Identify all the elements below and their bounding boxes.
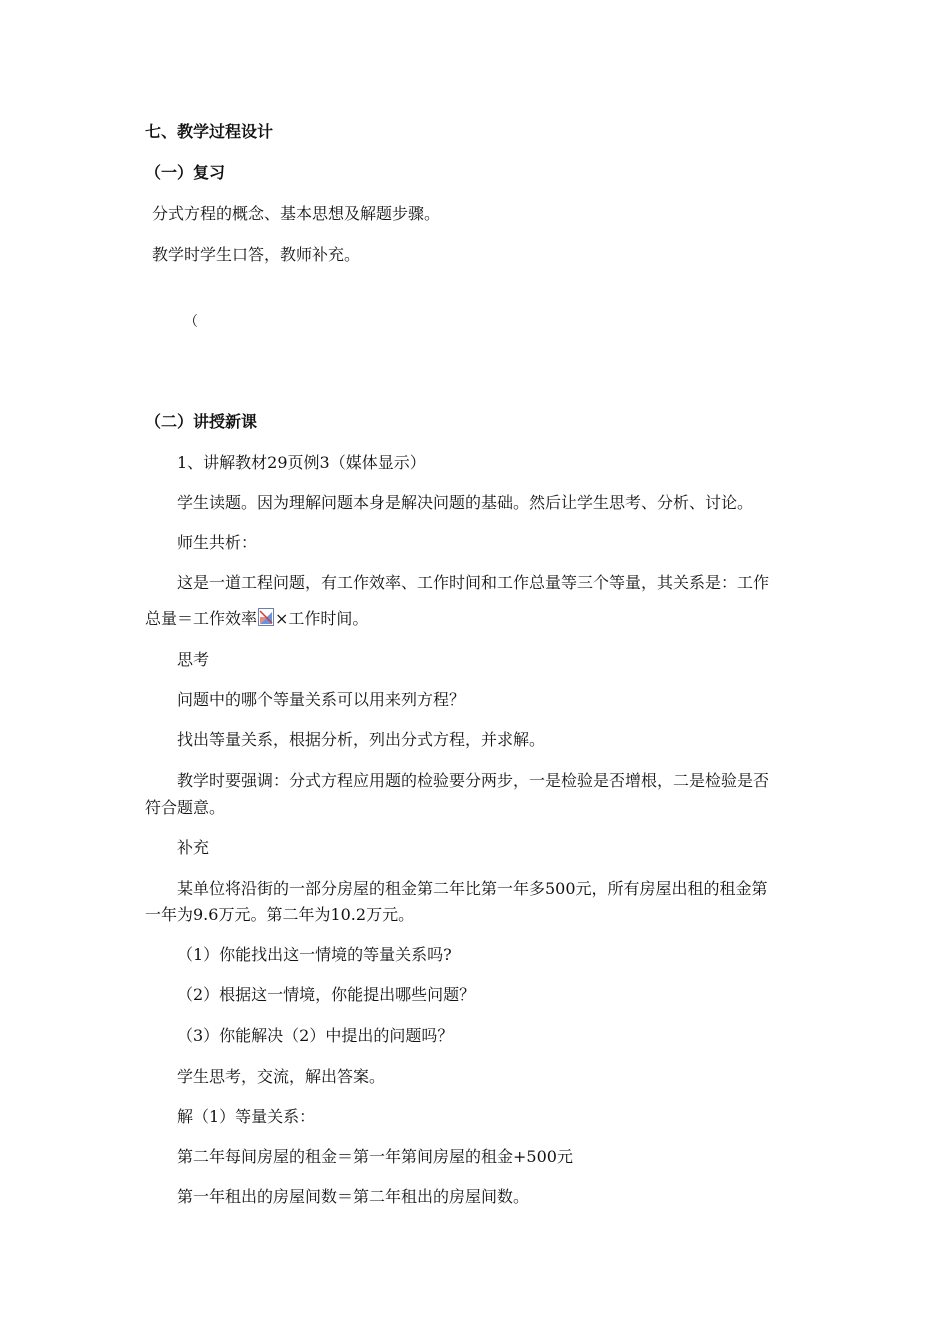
paragraph-1-line-2-end: ×工作时间。 (275, 609, 369, 628)
supplement-line-1: 某单位将沿街的一部分房屋的租金第二年比第一年多500元，所有房屋出租的租金第 (177, 879, 768, 898)
sub-question-3: （3）你能解决（2）中提出的问题吗？ (177, 1026, 454, 1045)
paragraph-1-line-2 (145, 608, 368, 629)
find-relation-line: 找出等量关系，根据分析，列出分式方程，并求解。 (177, 730, 546, 749)
paragraph-1-line-1: 这是一道工程问题，有工作效率、工作时间和工作总量等三个等量，其关系是：工作 (177, 573, 770, 592)
sub-question-1: （1）你能找出这一情境的等量关系吗? (177, 945, 452, 964)
equation-2: 第一年租出的房屋间数＝第二年租出的房屋间数。 (177, 1187, 530, 1206)
supplement-label: 补充 (177, 838, 210, 857)
paragraph-1-line-2-start: 总量＝工作效率 (145, 609, 258, 628)
review-line-2: 教学时学生口答，教师补充。 (152, 245, 361, 264)
new-lesson-heading: （二）讲授新课 (145, 412, 258, 431)
broken-image-icon (258, 608, 274, 626)
supplement-line-2: 一年为9.6万元。第二年为10.2万元。 (145, 905, 415, 924)
emphasis-line-1: 教学时要强调：分式方程应用题的检验要分两步，一是检验是否增根，二是检验是否 (177, 771, 770, 790)
section-title: 七、教学过程设计 (145, 122, 274, 141)
sub-question-2: （2）根据这一情境，你能提出哪些问题？ (177, 985, 476, 1004)
think-label: 思考 (177, 650, 210, 669)
discussion-line: 学生思考，交流，解出答案。 (177, 1067, 386, 1086)
solution-heading: 解（1）等量关系： (177, 1107, 316, 1126)
example-item: 1、讲解教材29页例3（媒体显示） (177, 453, 426, 472)
review-heading: （一）复习 (145, 163, 226, 182)
question-line: 问题中的哪个等量关系可以用来列方程？ (177, 690, 466, 709)
emphasis-line-2: 符合题意。 (145, 798, 226, 817)
joint-analysis: 师生共析： (177, 533, 258, 552)
stray-parenthesis: （ (184, 314, 198, 330)
equation-1: 第二年每间房屋的租金＝第一年第间房屋的租金+500元 (177, 1147, 573, 1166)
review-line-1: 分式方程的概念、基本思想及解题步骤。 (152, 204, 441, 223)
student-read: 学生读题。因为理解问题本身是解决问题的基础。然后让学生思考、分析、讨论。 (177, 493, 754, 512)
